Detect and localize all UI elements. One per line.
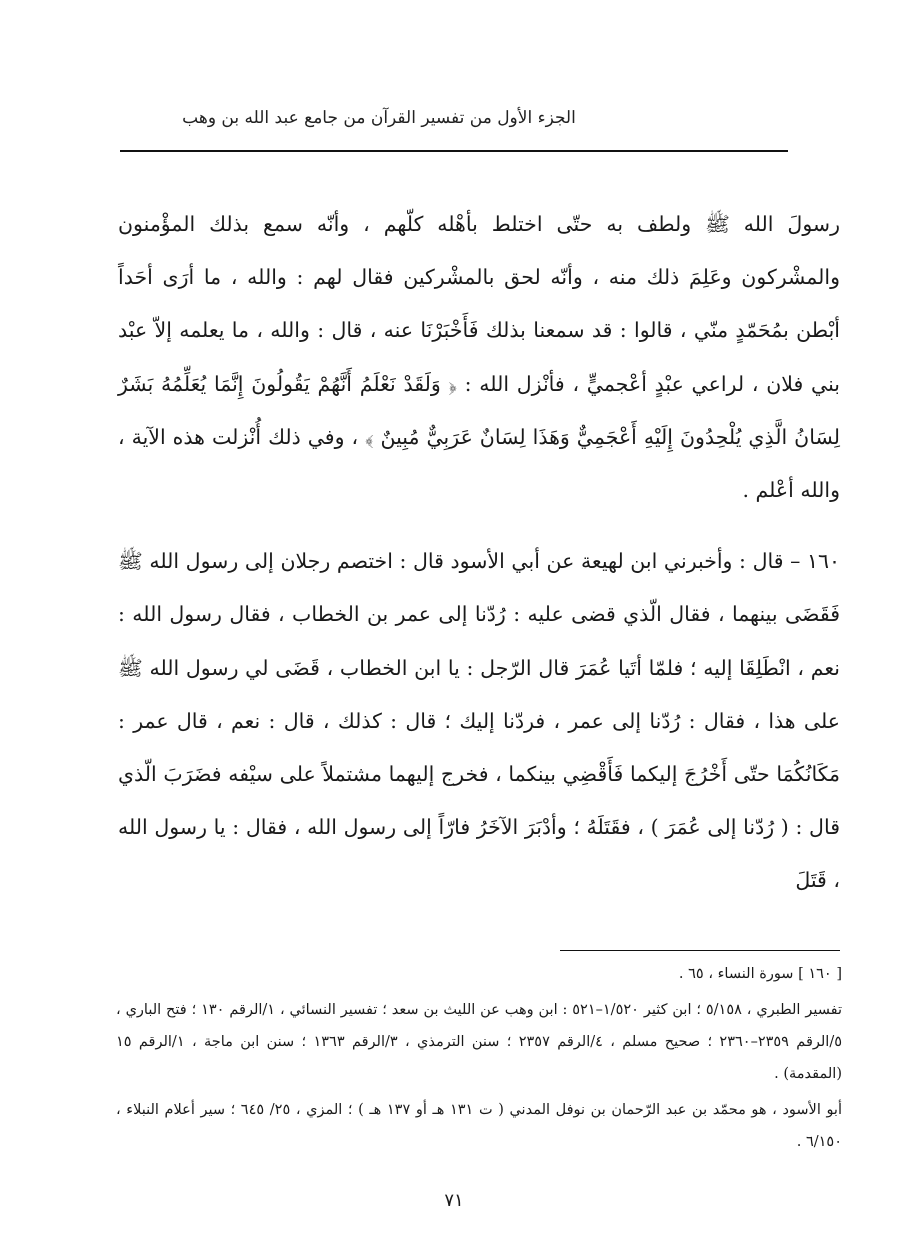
running-header: الجزء الأول من تفسير القرآن من جامع عبد الله بن وهب [182, 108, 576, 128]
footnote-2: تفسير الطبري ، ٥/١٥٨ ؛ ابن كثير ١/٥٢٠–٥٢١ : ابن وهب عن الليث بن سعد ؛ تفسير النسائي ، ١/الرقم ١٣٠ ؛ فتح الباري ، ٥/الرقم ٢٣٥٩–٢٣٦٠ ؛ صحيح مسلم ، ٤/الرقم ٢٣٥٧ ؛ سنن الترمذي ، ٣/الرقم ١٣٦٣ ؛ سنن ابن ماجة ، ١/الرقم ١٥ (المقدمة) . [116, 1002, 843, 1082]
footnotes [116, 958, 842, 1158]
main-text [118, 198, 840, 908]
page-number: ٧١ [444, 1190, 464, 1211]
body-paragraph-2: ١٦٠ – قال : وأخبرني ابن لهيعة عن أبي الأسود قال : اختصم رجلان إلى رسول الله ﷺ فَقَضَى بينهما ، فقال الّذي قضى عليه : رُدّنا إلى عمر بن الخطاب ، فقال رسول الله : نعم ، انْطَلِقَا إليه ؛ فلمّا أتَيا عُمَرَ قال الرّجل : يا ابن الخطاب ، قَضَى لي رسول الله ﷺ على هذا ، فقال : رُدّنا إلى عمر ، فردّنا إليك ؛ قال : كذلك ، قال : نعم ، قال عمر : مَكَانُكُمَا حتّى أَخْرُجَ إليكما فَأَقْضِي بينكما ، فخرج إليهما مشتملاً على سيْفه فضَرَبَ الّذي قال : ( رُدّنا إلى عُمَرَ ) ، فقَتَلَهُ ؛ وأدْبَرَ الآخَرُ فارّاً إلى رسول الله ، فقال : يا رسول الله ، قَتَلَ [118, 549, 840, 893]
footnote-rule [560, 950, 840, 951]
footnote-1: [ ١٦٠ ] سورة النساء ، ٦٥ . [678, 966, 842, 982]
header-rule [120, 150, 788, 152]
body-paragraph-1: رسولَ الله ﷺ ولطف به حتّى اختلط بأهْله كلّهم ، وأنّه سمع بذلك المؤْمنون والمشْركون وعَلِمَ ذلك منه ، وأنّه لحق بالمشْركين فقال لهم : والله ، ما أرَى أحَداً أبْطن بمُحَمّدٍ منّي ، قالوا : قد سمعنا بذلك فَأَخْبَرْنَا عنه ، قال : والله ، ما يعلمه إلاّ عبْد بني فلان ، لراعي عبْدٍ أعْجميٍّ ، فأنْزل الله : ﴿ وَلَقَدْ نَعْلَمُ أَنَّهُمْ يَقُولُونَ إِنَّمَا يُعَلِّمُهُ بَشَرٌ لِسَانُ الَّذِي يُلْحِدُونَ إِلَيْهِ أَعْجَمِيٌّ وَهَذَا لِسَانٌ عَرَبِيٌّ مُبِينٌ ﴾ ، وفي ذلك أُنْزلت هذه الآية ، والله أعْلم . [118, 212, 840, 503]
footnote-3: أبو الأسود ، هو محمّد بن عبد الرّحمان بن نوفل المدني ( ت ١٣١ هـ أو ١٣٧ هـ ) ؛ المزي ، ٢٥/ ٦٤٥ ؛ سير أعلام النبلاء ، ٦/١٥٠ . [116, 1102, 842, 1150]
